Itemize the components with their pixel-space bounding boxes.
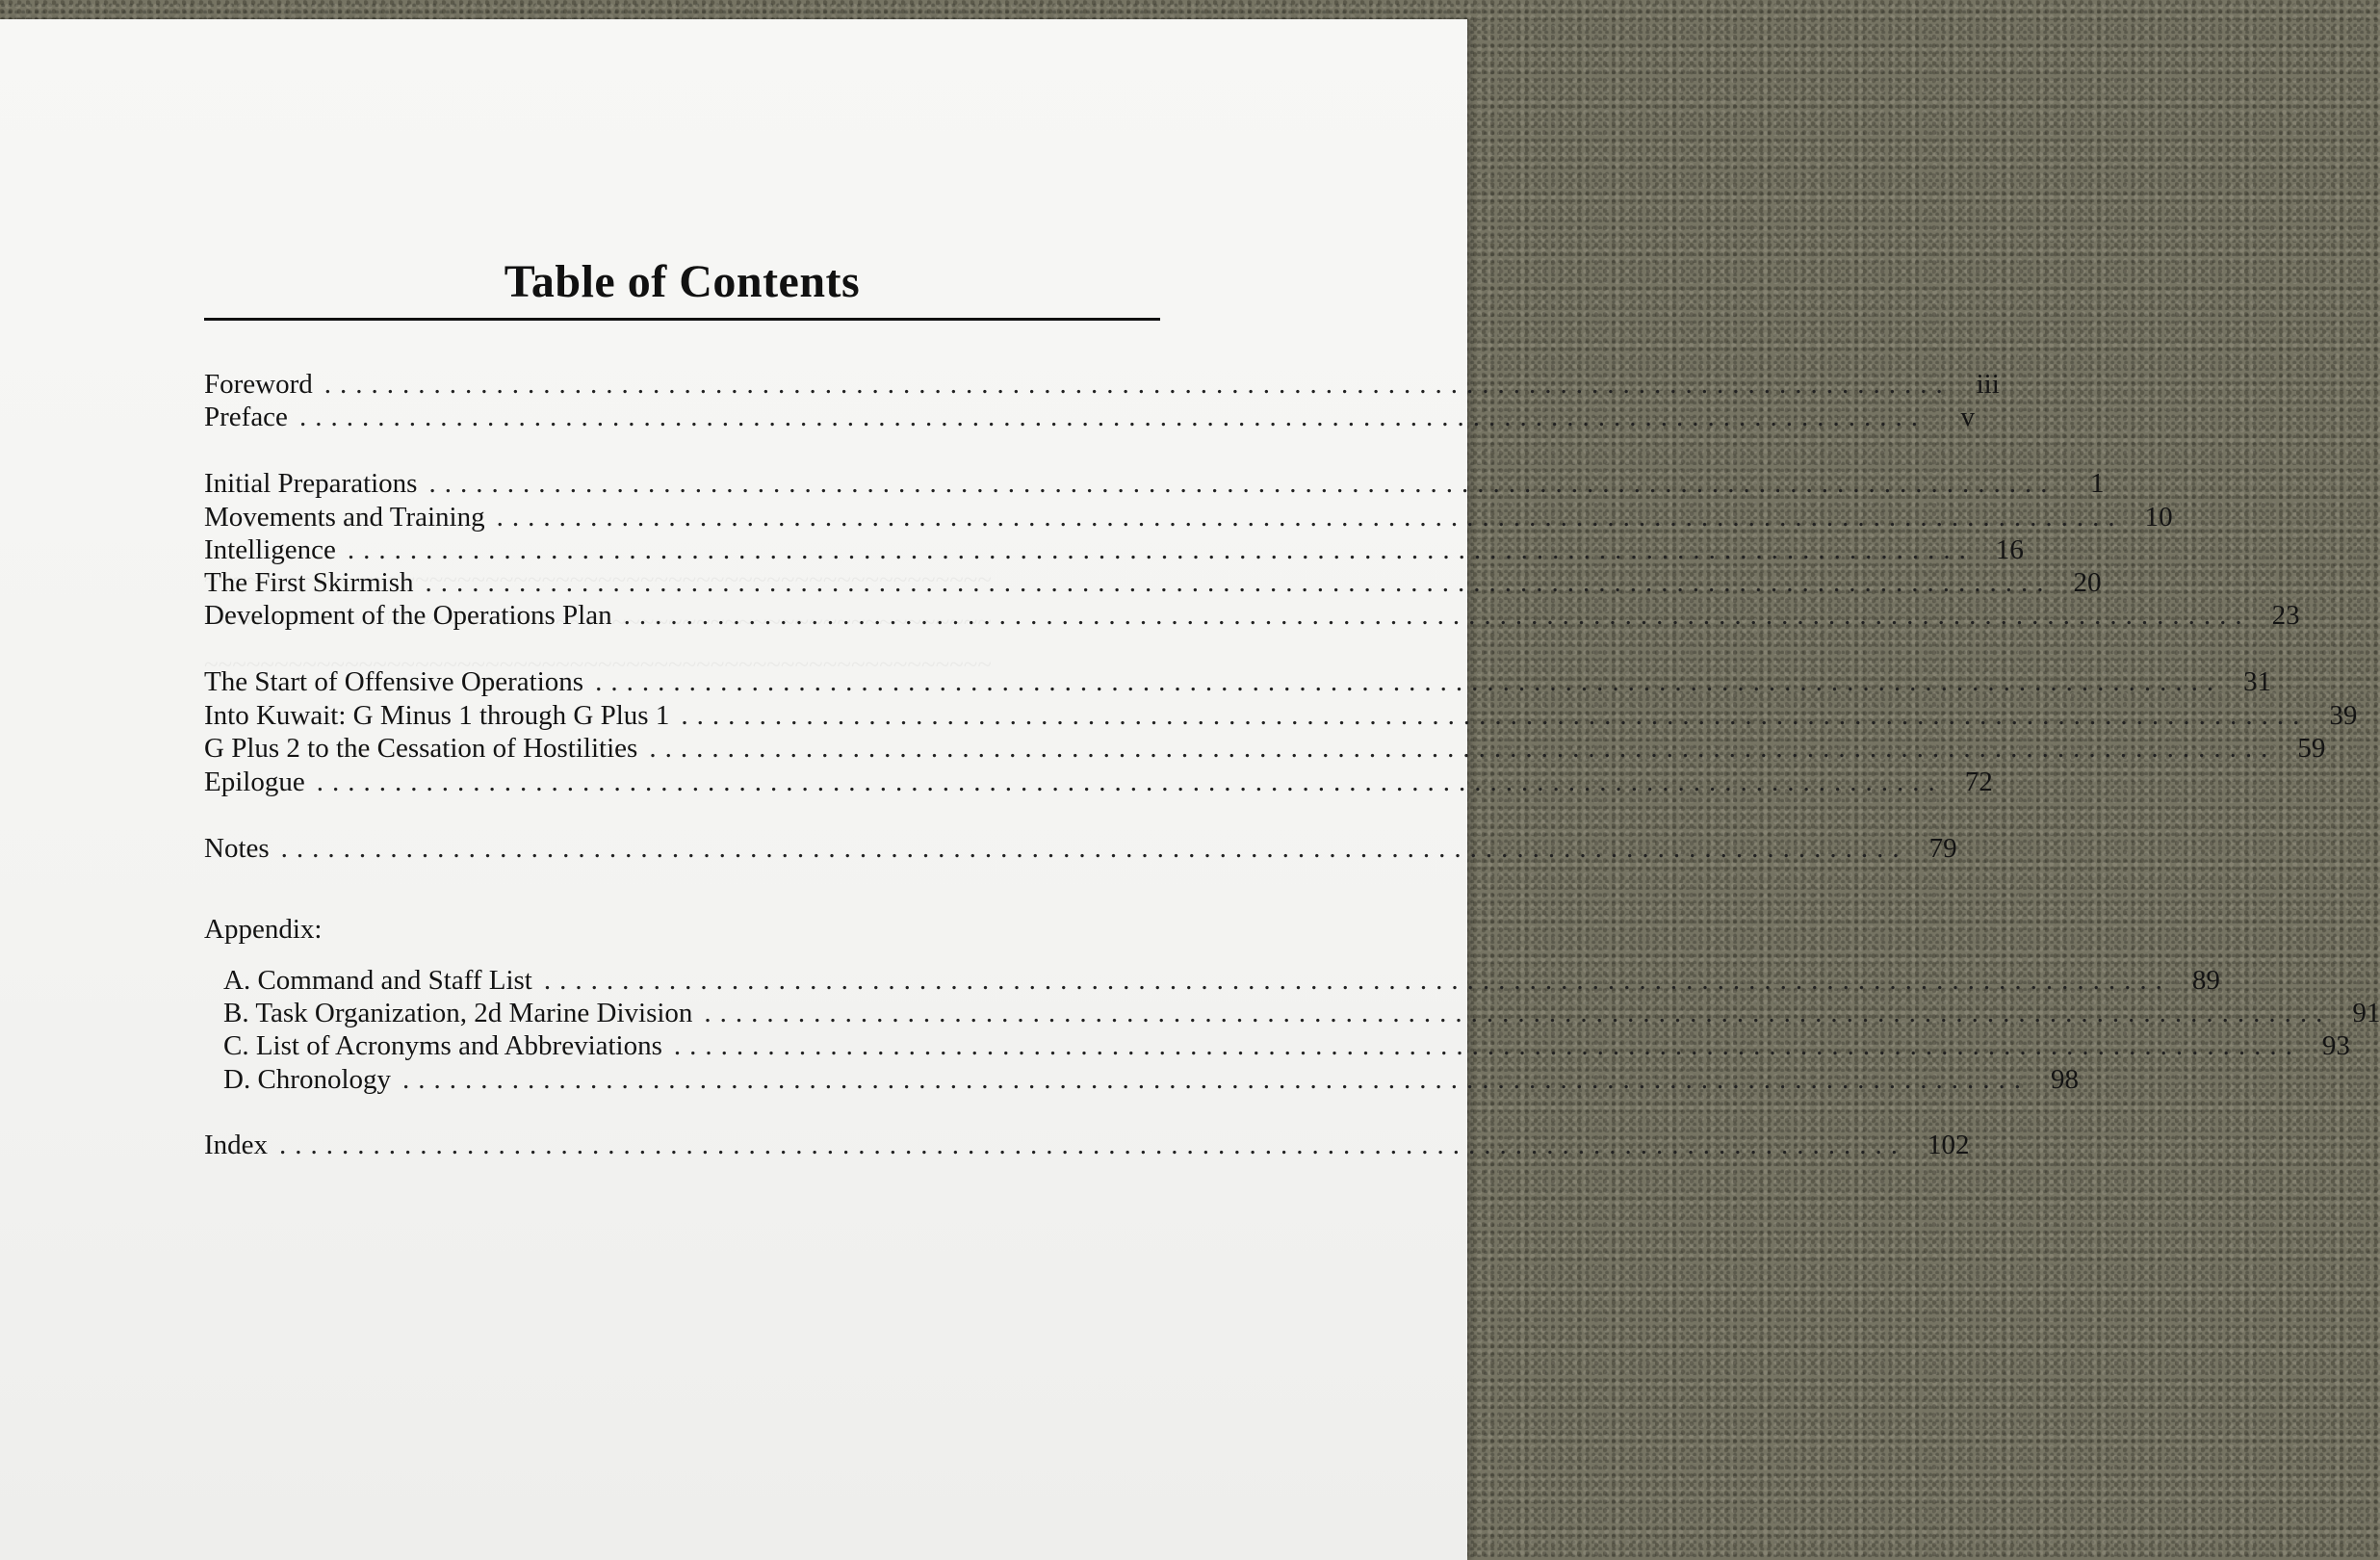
toc-entry-g-plus-2[interactable]	[204, 732, 2326, 765]
toc-page-number: 23	[2271, 600, 2300, 631]
dot-leader: ........................................................................................................	[704, 998, 2332, 1028]
dot-leader: ........................................................................................................	[428, 468, 2057, 499]
dot-leader: ........................................................................................................	[402, 1064, 2030, 1095]
dot-leader: ........................................................................................................	[623, 600, 2251, 631]
dot-leader: ........................................................................................................	[425, 567, 2053, 598]
toc-entry-label: Preface	[204, 402, 288, 432]
toc-entry-label: Foreword	[204, 369, 313, 400]
toc-page-number: 1	[2089, 468, 2105, 499]
toc-entry-index[interactable]	[204, 1129, 1970, 1161]
dot-leader: ........................................................................................................	[347, 534, 1975, 565]
toc-entry-label: A. Command and Staff List	[223, 965, 532, 996]
dot-leader: ........................................................................................................	[595, 666, 2223, 697]
toc-entry-into-kuwait[interactable]	[204, 699, 2358, 732]
toc-page-number: 102	[1927, 1130, 1970, 1160]
toc-page-number: 59	[2297, 733, 2326, 764]
toc-entry-initial-preparations[interactable]	[204, 467, 2105, 500]
dot-leader: ........................................................................................................	[681, 700, 2309, 731]
toc-page-number: 31	[2243, 666, 2272, 697]
toc-entry-label: The Start of Offensive Operations	[204, 666, 584, 697]
toc-entry-label: B. Task Organization, 2d Marine Division	[223, 998, 693, 1028]
toc-entry-first-skirmish[interactable]	[204, 566, 2102, 599]
toc-page-number: 89	[2191, 965, 2220, 996]
toc-page-number: 79	[1928, 833, 1957, 864]
toc-page-number: 93	[2321, 1030, 2350, 1061]
toc-entry-movements-and-training[interactable]	[204, 501, 2173, 533]
dot-leader: ........................................................................................................	[279, 1130, 1907, 1160]
toc-entry-label: Development of the Operations Plan	[204, 600, 612, 631]
toc-entry-preface[interactable]	[204, 401, 1975, 433]
toc-entry-label: G Plus 2 to the Cessation of Hostilities	[204, 733, 638, 764]
toc-page-number: 91	[2352, 998, 2380, 1028]
toc-entry-label: Initial Preparations	[204, 468, 418, 499]
page-title: Table of Contents	[504, 256, 861, 307]
toc-entry-intelligence[interactable]	[204, 533, 2024, 566]
dot-leader: ........................................................................................................	[323, 369, 1952, 400]
toc-entry-offensive-operations[interactable]	[204, 665, 2272, 698]
toc-page-number: 39	[2329, 700, 2358, 731]
dot-leader: ........................................................................................................	[280, 833, 1908, 864]
dot-leader: ........................................................................................................	[543, 965, 2171, 996]
dot-leader: ........................................................................................................	[673, 1030, 2301, 1061]
toc-entry-appendix-c[interactable]	[223, 1029, 2350, 1062]
toc-entry-appendix-b[interactable]	[223, 997, 2380, 1029]
toc-entry-label: Movements and Training	[204, 502, 485, 533]
toc-entry-label: Epilogue	[204, 767, 305, 797]
title-underline	[204, 318, 1160, 321]
toc-entry-label: C. List of Acronyms and Abbreviations	[223, 1030, 662, 1061]
toc-entry-label: Intelligence	[204, 534, 336, 565]
dot-leader: ........................................................................................................	[649, 733, 2277, 764]
toc-entry-appendix-d[interactable]	[223, 1063, 2079, 1096]
toc-page-number: 20	[2073, 567, 2102, 598]
appendix-heading: Appendix:	[204, 914, 323, 945]
toc-entry-label: Into Kuwait: G Minus 1 through G Plus 1	[204, 700, 670, 731]
toc-page-number: 10	[2144, 502, 2173, 533]
dot-leader: ........................................................................................................	[316, 767, 1944, 797]
toc-entry-foreword[interactable]	[204, 368, 2000, 401]
dot-leader: ........................................................................................................	[496, 502, 2124, 533]
toc-entry-appendix-a[interactable]	[223, 964, 2220, 997]
toc-page-number: 98	[2051, 1064, 2079, 1095]
toc-entry-label: Notes	[204, 833, 270, 864]
toc-entry-label: The First Skirmish	[204, 567, 414, 598]
toc-entry-label: Index	[204, 1130, 269, 1160]
toc-page-number: iii	[1976, 369, 2000, 400]
toc-page-number: v	[1960, 402, 1975, 432]
dot-leader: ........................................................................................................	[298, 402, 1927, 432]
toc-page-number: 16	[1995, 534, 2024, 565]
toc-entry-operations-plan[interactable]	[204, 599, 2300, 632]
toc-entry-label: D. Chronology	[223, 1064, 391, 1095]
toc-page-number: 72	[1964, 767, 1993, 797]
toc-entry-notes[interactable]	[204, 832, 1957, 865]
toc-entry-epilogue[interactable]	[204, 766, 1993, 798]
